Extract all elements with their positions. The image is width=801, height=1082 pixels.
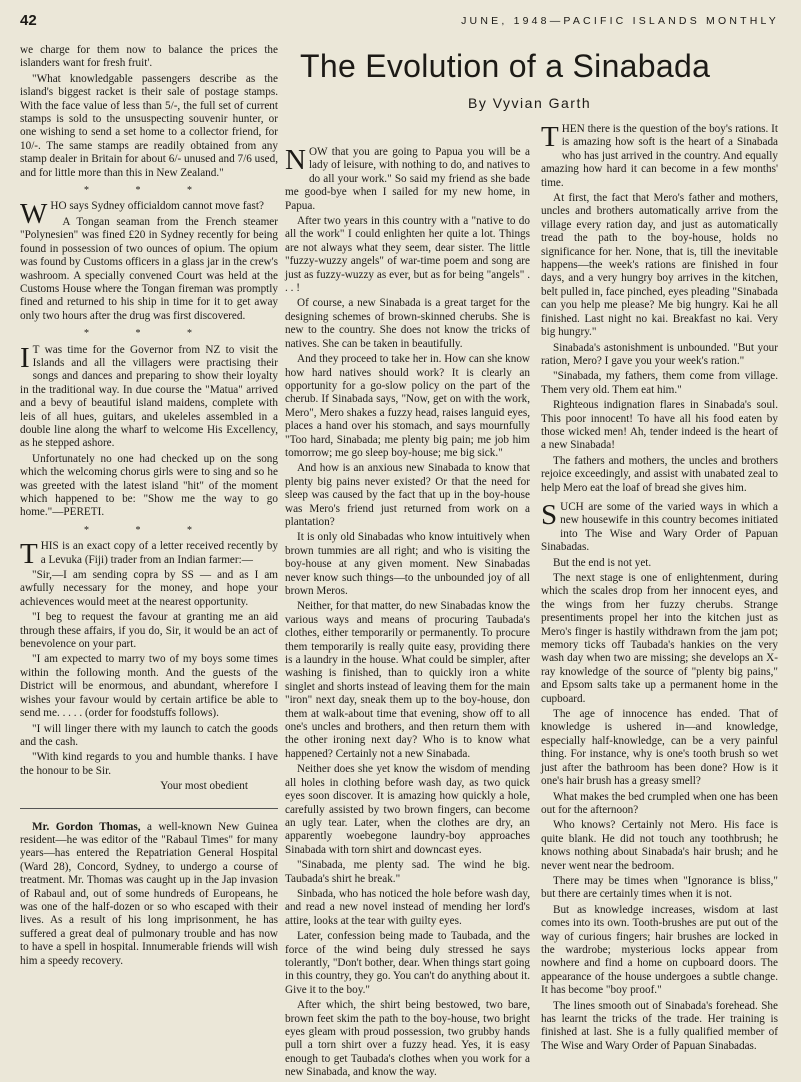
paragraph: Sinabada's astonishment is unbounded. "But your ration, Mero? I gave you your week's ration." (541, 341, 778, 367)
paragraph: The fathers and mothers, the uncles and brothers rejoice exceedingly, and assist with unabated zeal to help Mero eat the loaf of bread she gives him. (541, 454, 778, 494)
paragraph: After two years in this country with a "native to do all the work" I could enlighten her quite a lot. Things are not always what they seem, dear sister. The little "fuzzy-wuzzy angels" of war-time poem and song are just as fuzzy-wuzzy as ever, but as for being "angels" . . . ! (285, 215, 530, 295)
paragraph: It is only old Sinabadas who know intuitively when brown tummies are all right; and who is visiting the boy-house at any given moment. New Sinabadas never know such things—to the unbounded joy of all brown Meros. (285, 531, 530, 597)
paragraph: "I am expected to marry two of my boys some times within the following month. And the guests of the District will be enormous, and abundant, wherefore I wishes your favour would by certain artifice be able to send me. . . . . (order for foodstuffs follows). (20, 653, 278, 720)
paragraph (541, 123, 778, 190)
paragraph: "With kind regards to you and humble thanks. I have the honour to be Sir. (20, 751, 278, 777)
paragraph: Unfortunately no one had checked up on the song which the welcoming chorus girls were to sing and so he was greeted with the latest island "hit" of the moment which happened to be: "Show me the way to go home."—PERETI. (20, 452, 278, 519)
page-header (0, 0, 801, 34)
section-divider: * * * (84, 524, 214, 536)
drop-cap: I (20, 341, 30, 374)
paragraph (20, 538, 278, 571)
drop-cap: S (541, 498, 558, 531)
paragraph-text: HIS is an exact copy of a letter received recently by a Levuka (Fiji) trader from an Indian farmer:— (40, 540, 278, 566)
paragraph-text: HEN there is the question of the boy's rations. It is amazing how soft is the heart of a Sinabada who has just arrived in the country. And equally amazing how hard it can become in a few months' time. (541, 123, 778, 189)
paragraph: Neither, for that matter, do new Sinabadas know the various ways and means of procuring Taubada's clothes, either temporarily or permanently. To procure them temporarily is really quite easy, providing there is a laundry in the house. What could be simpler, after washing is finished, than to quickly iron a white singlet and shorts instead of leaving them for the main "iron" next day, sneak them up to the boy-house, don them at walk-about time that evening, show off to all one's uncles and brothers, and then return them with the other ironing next day? Who is to know what happened? Certainly not a new Sinabada. (285, 600, 530, 760)
paragraph: "What knowledgable passengers describe as the island's biggest racket is their sale of postage stamps. With the face value of less than 5/-, the full set of current stamps is sold to the unsuspecting souvenir hunter, or one wishing to send a set home to a collector friend, for 10/-. The same stamps are readily obtained from any stamp dealer in Britain for about 6/- unused and 7/6 used, and for little more than this in New Zealand." (20, 72, 278, 179)
paragraph: Righteous indignation flares in Sinabada's soul. This poor innocent! To have all his food eaten by those wicked men! Ah, tender indeed is the heart of a new Sinabada! (541, 399, 778, 452)
paragraph: The next stage is one of enlightenment, during which the scales drop from her innocent eyes, and the wings from her fuzzy cherubs. Strange presentiments propel her into the kitchen just as Mero's finger is hastily withdrawn from the jam pot; memory ticks off Taubada's hankies on the very wash day when two are missing; she develops an X-ray knowledge of the source of "plenty big pains," and Epsom salts take up a permanent home in the cupboard. (541, 572, 778, 705)
paragraph: And how is an anxious new Sinabada to know that plenty big pains never existed? Or that the need for sleep was caused by the fact that up in the boy-house was Mero's friend just returned from work on a plantation? (285, 462, 530, 528)
drop-cap: T (541, 121, 559, 153)
paragraph (20, 341, 278, 451)
divider-rule (20, 808, 278, 809)
paragraph: "I beg to request the favour at granting me an aid through these affairs, if you do, Sir, it would be an act of benevolence on your part. (20, 611, 278, 651)
drop-cap: W (20, 198, 48, 231)
paragraph: At first, the fact that Mero's father and mothers, uncles and brothers automatically arrive from the village every ration day, and just as automatically tread the path to the boy-house, holds no significance for her. None, that is, till the inevitable happens—the week's rations are finished in four days, and a very hungry boy arrives in the kitchen, belt pulled in, face pinched, eyes pleading "Sinabada can you help me please? Me big hungry. Kai he all finished. Last night no kai. Breakfast no kai. Very big hungry." (541, 192, 778, 339)
paragraph: "I will linger there with my launch to catch the goods and the cash. (20, 722, 278, 748)
paragraph-text: a well-known New Guinea resident—he was editor of the "Rabaul Times" for many years—has entered the Repatriation General Hospital (Ward 28), Concord, Sydney, to undergo a course of treatment. Mr. Thomas was caught up in the Jap invasion of Rabaul and, out of some hundreds of Europeans, he was one of the half-dozen or so who escaped with their lives. As a result of his long imprisonment, he has suffered a great deal of pulmonary trouble and has now to have a spell in hospital. Innumerable friends will wish him a speedy recovery. (20, 820, 278, 967)
drop-cap: N (285, 144, 306, 176)
paragraph-text: OW that you are going to Papua you will be a lady of leisure, with nothing to do, and natives to do all your work." So said my friend as she bade me good-bye when I sailed for my new home, in Papua. (285, 146, 530, 212)
column-middle (285, 146, 530, 1082)
paragraph (20, 821, 278, 968)
paragraph-text: T was time for the Governor from NZ to visit the Islands and all the villagers were practising their songs and dances and preparing to show their loyalty in the traditional way. In due course the "Matua" arrived and a bevy of beautiful island maidens, complete with leis of all hues, guitars, and ukeleles assembled in a double line along the wharf to welcome His Excellency, as he stepped ashore. (20, 343, 278, 450)
page-number: 42 (20, 12, 37, 29)
drop-cap: T (20, 538, 38, 571)
letter-signoff: Your most obedient (160, 780, 248, 793)
paragraph: After which, the shirt being bestowed, two bare, brown feet skim the path to the boy-house, two bright eyes gleam with proud possession, two grubby hands pull a torn shirt over a fuzzy head. Yes, it is easy enough to get Taubada's clothes when you work for a new Sinabada, and know the way. (285, 999, 530, 1079)
person-name: Mr. Gordon Thomas, (32, 820, 141, 833)
paragraph: There may be times when "Ignorance is bliss," but there are certainly times when it is not. (541, 874, 778, 901)
paragraph: The age of innocence has ended. That of knowledge is ushered in—and knowledge, especially half-knowledge, can be a very painful thing. For instance, why is one's tooth brush so wet just after the bathroom has been done? How is it one's hair brush has a greasy smell? (541, 708, 778, 788)
paragraph: The lines smooth out of Sinabada's forehead. She has learnt the tricks of the trade. Her training is finished at last. She is a fully qualified member of The Wise and Wary Order of Papuan Sinabadas. (541, 999, 778, 1052)
paragraph (20, 198, 278, 231)
paragraph: Of course, a new Sinabada is a great target for the designing schemes of brown-skinned cherubs. She is new to the country. She does not know the tricks of natives. She can be taken in beautifully. (285, 297, 530, 350)
paragraph: But the end is not yet. (553, 556, 652, 569)
paragraph-text: UCH are some of the varied ways in which a new housewife in this country becomes initiated into The Wise and Wary Order of Papuan Sinabadas. (541, 500, 778, 554)
paragraph: Later, confession being made to Taubada, and the force of the wind being duly stressed he says tolerantly, "Don't bother, dear. When things start going in this country, they go. You can't do anything about it. Give it to the boy." (285, 930, 530, 996)
section-divider: * * * (84, 328, 214, 340)
paragraph: Neither does she yet know the wisdom of mending all holes in clothing before wash day, as two quick eyes soon discover. It is amazing how quickly a hole, carefully assisted by two brown fingers, can become an ugly tear. Later, when the clothes are dry, an apparently woebegone laundry-boy approaches Sinabada with torn shirt and downcast eyes. (285, 763, 530, 856)
paragraph: And they proceed to take her in. How can she know how hard natives should work? It is clearly an opportunity for a go-slow policy on the part of the cherub. If Sinabada says, "Now, get on with the work, Mero", Mero shakes a fuzzy head, raises languid eyes, places a hand over his stomach, and says mournfully "Too hard, Sinabada; me plenty big pain; me job him tomorrow; me go sleep boy-house; me big sick." (285, 353, 530, 459)
paragraph: "Sinabada, me plenty sad. The wind he big. Taubada's shirt he break." (285, 859, 530, 885)
running-title: JUNE, 1948—PACIFIC ISLANDS MONTHLY (461, 15, 779, 27)
paragraph: "Sir,—I am sending copra by SS — and as I am awfully necessary for the money, and hope your achievences would meet at the nearest opportunity. (20, 569, 278, 608)
paragraph-text: HO says Sydney officialdom cannot move fast? (50, 200, 264, 213)
paragraph (285, 146, 530, 213)
paragraph: we charge for them now to balance the prices the islanders want for fresh fruit'. (20, 44, 278, 70)
article-title: The Evolution of a Sinabada (300, 48, 711, 84)
article-byline: By Vyvian Garth (468, 95, 592, 111)
paragraph: What makes the bed crumpled when one has been out for the afternoon? (541, 790, 778, 816)
paragraph: Who knows? Certainly not Mero. His face is quite blank. He did not touch any toothbrush; he knows nothing about Sinabada's hair brush; and he never went near the bedroom. (541, 819, 778, 872)
paragraph: A Tongan seaman from the French steamer "Polynesien" was fined £20 in Sydney recently for being found in possession of two ounces of opium. The opium was found by Customs officers in a glass jar in the crew's washroom. A specially convened Court was held at the Customs House where the Tongan fireman was promptly fined and returned to his ship in time for it to get away only two hours after the drug was first discovered. (20, 215, 278, 322)
paragraph (541, 498, 778, 555)
paragraph: "Sinabada, my fathers, them come from village. Them very old. Them eat him." (541, 370, 778, 396)
section-divider: * * * (84, 185, 214, 197)
paragraph: Sinbada, who has noticed the hole before wash day, and read a new novel instead of mending her lord's attire, looks at the tear with guilty eyes. (285, 887, 530, 927)
paragraph: But as knowledge increases, wisdom at last comes into its own. Tooth-brushes are put out of the way of curious fingers; hair brushes are locked in the wardrobe; mysterious locks appear from nowhere and find a home on cupboard doors. The appearance of the house undergoes a subtle change. It has become "boy proof." (541, 903, 778, 997)
column-right (541, 123, 778, 1055)
column-left (20, 44, 278, 970)
